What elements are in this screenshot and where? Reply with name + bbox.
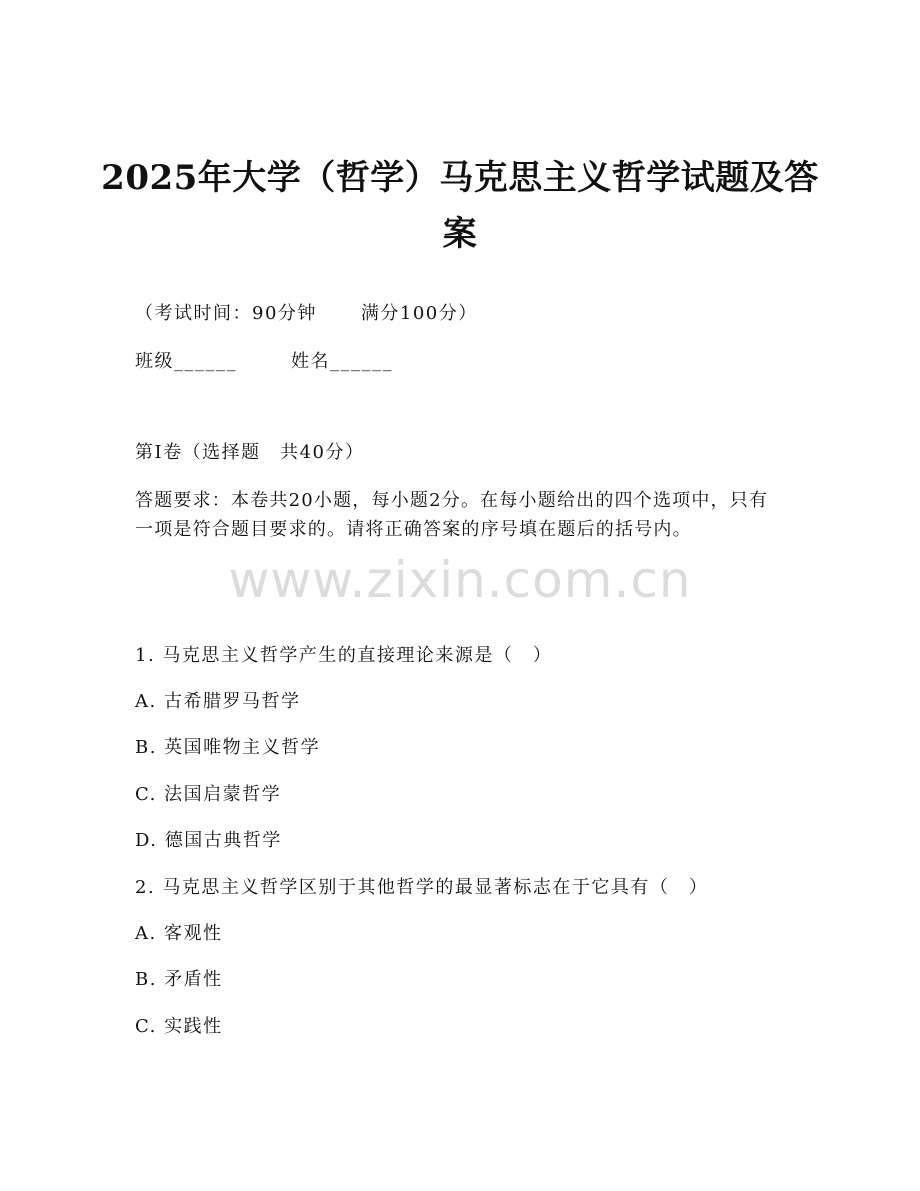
- answer-instructions: 答题要求：本卷共20小题，每小题2分。在每小题给出的四个选项中，只有一项是符合题目要求的。请将正确答案的序号填在题后的括号内。: [135, 490, 769, 540]
- section-heading: 第Ⅰ卷（选择题 共40分）: [135, 442, 365, 463]
- watermark: www.zixin.com.cn: [228, 551, 692, 609]
- question-2-option-a: A. 客观性: [135, 923, 223, 944]
- class-field: 班级______: [135, 351, 237, 372]
- question-1-option-b: B. 英国唯物主义哲学: [135, 737, 321, 758]
- question-1-stem: 1. 马克思主义哲学产生的直接理论来源是（ ）: [135, 645, 553, 666]
- document-title: 2025年大学（哲学）马克思主义哲学试题及答案: [101, 158, 819, 254]
- question-2-stem: 2. 马克思主义哲学区别于其他哲学的最显著标志在于它具有（ ）: [135, 877, 709, 898]
- question-1-option-d: D. 德国古典哲学: [135, 830, 282, 851]
- question-2-option-b: B. 矛盾性: [135, 969, 223, 990]
- exam-full-score: 满分100分）: [360, 303, 478, 324]
- question-1-option-c: C. 法国启蒙哲学: [135, 784, 282, 805]
- student-info: [135, 350, 393, 374]
- exam-time: （考试时间：90分钟: [135, 303, 317, 324]
- question-2-option-c: C. 实践性: [135, 1016, 223, 1037]
- name-field: 姓名______: [291, 351, 393, 372]
- question-1-option-a: A. 古希腊罗马哲学: [135, 691, 301, 712]
- exam-meta: [135, 302, 478, 326]
